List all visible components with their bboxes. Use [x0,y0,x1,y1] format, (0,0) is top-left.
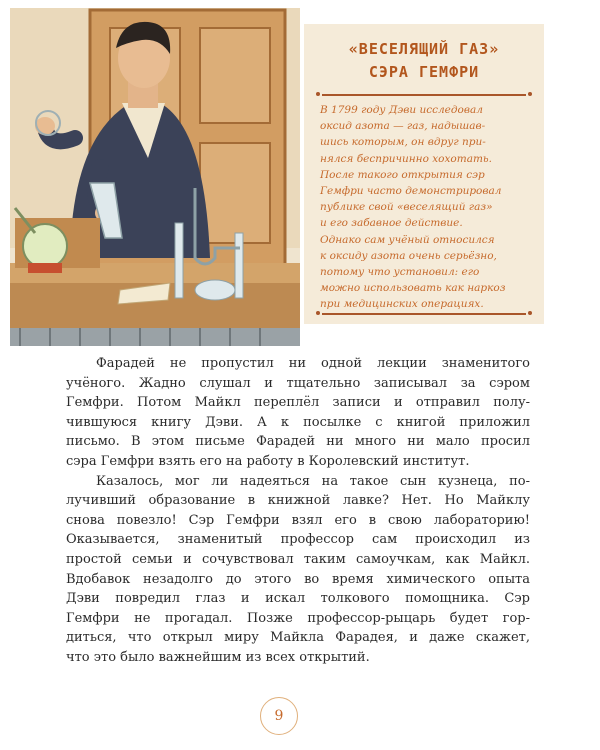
text-line: Вдобавок незадолго до этого во время химического опыта [66,571,530,587]
text-line: Казалось, мог ли надеяться на такое сын кузнеца, по- [96,473,530,489]
page-number: 9 [260,697,298,735]
main-text [66,354,530,668]
sidebar-text-line: можно использовать как наркоз [320,282,506,295]
text-line: Дэви повредил глаз и искал толкового помощника. Сэр [66,591,530,607]
sidebar-text-line: к оксиду азота очень серьёзно, [320,249,497,262]
text-line: Гемфри не прогадал. Позже профессор-рыцарь будет гор- [66,610,530,626]
lab-table [10,263,300,346]
text-line: сэра Гемфри взять его на работу в Королевский институт. [66,453,470,469]
sidebar-text-line: В 1799 году Дэви исследовал [320,104,483,116]
text-line: простой семьи и сочувствовал таким самоучкам, как Майкл. [66,551,530,567]
text-line: Гемфри. Потом Майкл переплёл записи и отправил полу- [66,395,530,411]
sidebar-text-line: и его забавное действие. [320,217,463,230]
text-line: диться, что открыл миру Майкла Фарадея, и даже скажет, [66,630,530,646]
paragraph [66,354,530,472]
laboratory-scene [10,8,300,346]
text-line: что это было важнейшим из всех открытий. [66,649,370,665]
text-line: Фарадей не пропустил ни одной лекции знаменитого [96,356,530,371]
sidebar-text-line: Гемфри часто демонстрировал [320,185,502,198]
sidebar-bottom-rule [322,313,526,315]
paragraph [66,472,530,668]
sidebar-text-line: публике свой «веселящий газ» [320,201,493,214]
sidebar-text-line: потому что установил: его [320,266,480,279]
sidebar-text [320,102,536,313]
sidebar-text-line: нялся беспричинно хохотать. [320,152,492,165]
sidebar-text-line: После такого открытия сэр [320,168,485,181]
sidebar-text-line: при медицинских операциях. [320,298,484,311]
sidebar-text-line: Однако сам учёный относился [320,233,495,246]
faraday-illustration [10,8,300,346]
sidebar-top-rule [322,94,526,96]
text-line: письмо. В этом письме Фарадей ни много ни мало просил [66,434,530,450]
text-line: чившуюся книгу Дэви. А к посылке с книгой приложил [66,414,530,430]
text-line: снова повезло! Сэр Гемфри взял его в свою лабораторию! [66,512,530,528]
sidebar-text-line: оксид азота — газ, надышав- [320,120,486,133]
sidebar-title [304,38,544,84]
text-line: Оказывается, знаменитый профессор сам происходил из [66,532,530,548]
sidebar-title-line: СЭРА ГЕМФРИ [368,63,480,81]
text-line: учёного. Жадно слушал и тщательно записывал за сэром [66,375,530,391]
text-line: лучивший образование в книжной лавке? Нет. Но Майклу [66,493,530,509]
sidebar-box [304,24,544,324]
sidebar-title-line: «ВЕСЕЛЯЩИЙ ГАЗ» [348,40,500,58]
sidebar-text-line: шись которым, он вдруг при- [320,136,486,149]
